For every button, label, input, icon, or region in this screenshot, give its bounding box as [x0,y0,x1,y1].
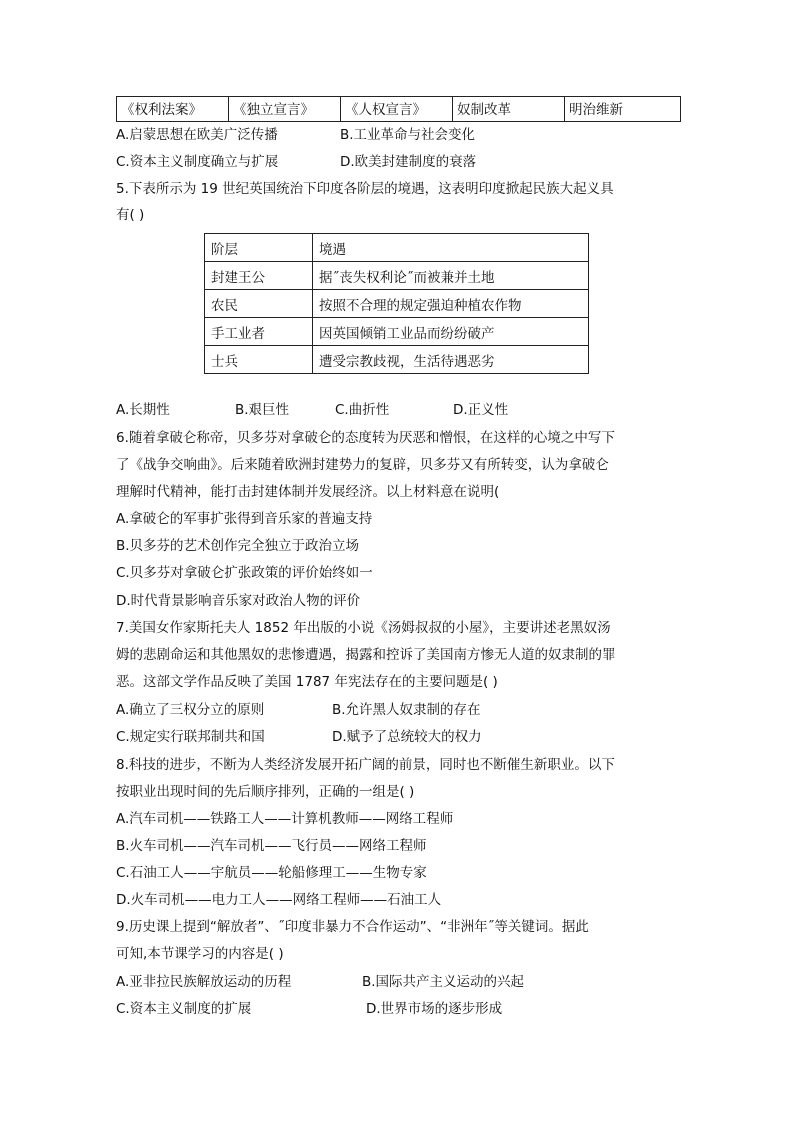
q7-stem-line: 姆的悲剧命运和其他黑奴的悲惨遭遇，揭露和控诉了美国南方惨无人道的奴隶制的罪 [116,647,616,663]
q7-stem-line: 恶。这部文学作品反映了美国 1787 年宪法存在的主要问题是( ) [116,674,498,690]
q7-option-d: D.赋予了总统较大的权力 [332,729,482,745]
table-cell: 据˝丧失权利论˝而被兼并土地 [313,262,589,290]
q9-option-b: B.国际共产主义运动的兴起 [362,974,525,990]
q8-option-b: B.火车司机——汽车司机——飞行员——网络工程师 [116,838,427,854]
table-cell: 封建王公 [205,262,313,290]
q9-option-d: D.世界市场的逐步形成 [366,1001,503,1017]
table-cell: 明治维新 [565,97,681,122]
q4-option-c: C.资本主义制度确立与扩展 [116,154,279,170]
table-row [205,262,589,290]
q5-option-a: A.长期性 [116,402,170,418]
q6-option-c: C.贝多芬对拿破仑扩张政策的评价始终如一 [116,565,373,581]
q5-stem-line: 有( ) [116,207,145,223]
q8-option-a: A.汽车司机——铁路工人——计算机教师——网络工程师 [116,811,454,827]
q5-option-d: D.正义性 [453,402,509,418]
q5-stem-line: 5.下表所示为 19 世纪英国统治下印度各阶层的境遇，这表明印度掀起民族大起义具 [116,181,614,197]
table-row [205,346,589,374]
table-cell: 按照不合理的规定强迫种植农作物 [313,290,589,318]
table-cell: 手工业者 [205,318,313,346]
table-row [117,97,681,122]
table-cell: 遭受宗教歧视，生活待遇恶劣 [313,346,589,374]
table-cell: 《独立宣言》 [229,97,341,122]
table-row [205,290,589,318]
table-cell: 阶层 [205,234,313,262]
table-row [205,234,589,262]
table-cell: 因英国倾销工业品而纷纷破产 [313,318,589,346]
q5-table [204,233,589,374]
q8-option-c: C.石油工人——宇航员——轮船修理工——生物专家 [116,865,427,881]
q9-stem-line: 9.历史课上提到“解放者”、˝印度非暴力不合作运动”、“非洲年˝等关键词。据此 [116,919,589,935]
table-cell: 《权利法案》 [117,97,229,122]
q6-stem-line: 理解时代精神，能打击封建体制并发展经济。以上材料意在说明( [116,484,500,500]
q7-option-a: A.确立了三权分立的原则 [116,702,265,718]
q5-option-c: C.曲折性 [335,402,390,418]
q7-option-b: B.允许黑人奴隶制的存在 [332,702,481,718]
q6-option-b: B.贝多芬的艺术创作完全独立于政治立场 [116,538,360,554]
table-cell: 奴制改革 [453,97,565,122]
q6-option-a: A.拿破仑的军事扩张得到音乐家的普遍支持 [116,511,373,527]
q4-option-a: A.启蒙思想在欧美广泛传播 [116,127,278,143]
q4-option-d: D.欧美封建制度的衰落 [340,154,477,170]
q9-stem-line: 可知,本节课学习的内容是( ) [116,946,284,962]
q6-option-d: D.时代背景影响音乐家对政治人物的评价 [116,593,361,609]
q4-table [116,96,681,122]
q8-stem-line: 8.科技的进步，不断为人类经济发展开拓广阔的前景，同时也不断催生新职业。以下 [116,757,615,773]
q9-option-c: C.资本主义制度的扩展 [116,1001,252,1017]
q9-option-a: A.亚非拉民族解放运动的历程 [116,974,292,990]
table-cell: 士兵 [205,346,313,374]
table-row [205,318,589,346]
q5-option-b: B.艰巨性 [235,402,290,418]
q6-stem-line: 了《战争交响曲》。后来随着欧洲封建势力的复辟，贝多芬又有所转变，认为拿破仑 [116,457,609,473]
table-cell: 《人权宣言》 [341,97,453,122]
table-cell: 境遇 [313,234,589,262]
q7-option-c: C.规定实行联邦制共和国 [116,729,265,745]
q7-stem-line: 7.美国女作家斯托夫人 1852 年出版的小说《汤姆叔叔的小屋》，主要讲述老黑奴汤 [116,620,611,636]
q8-option-d: D.火车司机——电力工人——网络工程师——石油工人 [116,892,442,908]
q6-stem-line: 6.随着拿破仑称帝，贝多芬对拿破仑的态度转为厌恶和憎恨，在这样的心境之中写下 [116,430,615,446]
table-cell: 农民 [205,290,313,318]
q4-option-b: B.工业革命与社会变化 [340,127,476,143]
q8-stem-line: 按职业出现时间的先后顺序排列，正确的一组是( ) [116,784,415,800]
